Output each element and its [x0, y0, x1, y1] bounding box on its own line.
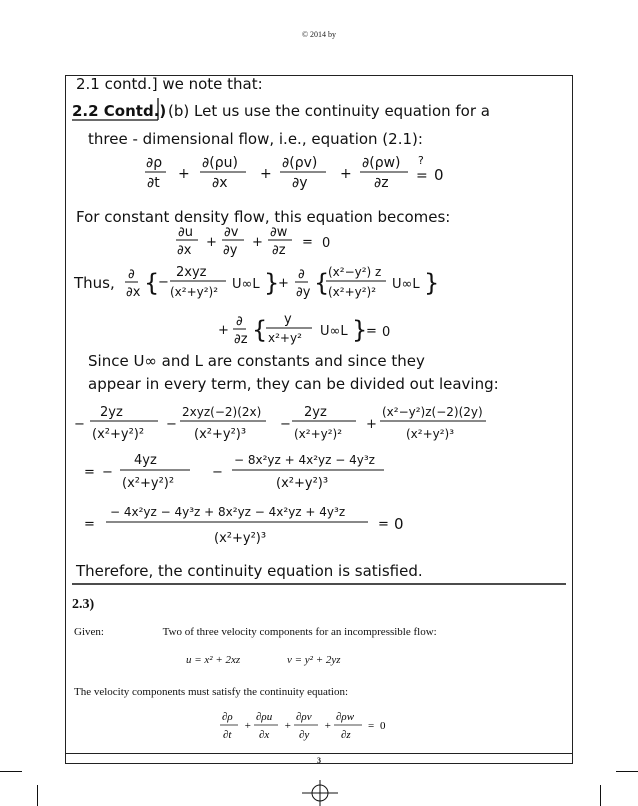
svg-text:+: + [244, 720, 252, 732]
svg-text:2xyz(−2)(2x): 2xyz(−2)(2x) [182, 405, 262, 419]
conclusion-text: Therefore, the continuity equation is satisfied. [76, 562, 423, 580]
svg-text:∂: ∂ [298, 267, 305, 282]
given-label: Given: [74, 626, 104, 638]
svg-text:(x²+y²)³: (x²+y²)³ [406, 427, 455, 441]
velocity-components [186, 654, 385, 666]
v-formula: v = y² + 2yz [286, 654, 341, 666]
cut-off-line: 2.1 contd.] we note that: [76, 76, 263, 93]
copyright-notice: © 2014 by [301, 30, 337, 39]
svg-text:(x²+y²)³: (x²+y²)³ [276, 476, 329, 491]
svg-text:+: + [218, 323, 229, 338]
page-frame [65, 75, 573, 764]
svg-text:+: + [260, 166, 272, 182]
svg-text:∂z: ∂z [272, 243, 286, 258]
svg-text:?: ? [418, 154, 424, 167]
given-statement [74, 626, 437, 638]
svg-text:{: { [144, 269, 160, 297]
svg-text:(x²+y²)²: (x²+y²)² [122, 476, 175, 491]
svg-text:{: { [252, 316, 268, 344]
svg-text:2yz: 2yz [100, 405, 123, 420]
svg-text:(x²+y²)²: (x²+y²)² [294, 427, 343, 441]
svg-text:}: } [352, 316, 368, 344]
svg-text:∂x: ∂x [259, 729, 270, 741]
svg-text:0: 0 [394, 515, 404, 533]
svg-text:0: 0 [382, 325, 391, 340]
svg-text:∂ρv: ∂ρv [296, 711, 312, 723]
text-line-3: For constant density flow, this equation becomes: [76, 208, 451, 226]
svg-text:∂z: ∂z [374, 175, 389, 191]
svg-text:y: y [284, 312, 292, 327]
svg-text:∂w: ∂w [270, 225, 288, 240]
svg-text:∂y: ∂y [292, 175, 308, 191]
svg-text:+: + [366, 417, 377, 432]
svg-text:∂(ρu): ∂(ρu) [202, 155, 238, 171]
svg-text:0: 0 [380, 720, 386, 732]
svg-text:+: + [284, 720, 292, 732]
svg-text:{: { [314, 269, 330, 297]
svg-text:∂(ρw): ∂(ρw) [362, 155, 401, 171]
svg-text:Thus,: Thus, [74, 274, 115, 292]
svg-text:∂u: ∂u [178, 225, 193, 240]
svg-text:∂z: ∂z [341, 729, 351, 741]
svg-text:∂ρw: ∂ρw [336, 711, 355, 723]
svg-text:+: + [252, 235, 263, 250]
svg-text:−: − [74, 417, 85, 432]
svg-text:(x²−y²) z: (x²−y²) z [328, 265, 382, 279]
svg-text:∂y: ∂y [223, 243, 238, 258]
svg-text:+: + [340, 166, 352, 182]
svg-text:(x²+y²)²: (x²+y²)² [92, 427, 145, 442]
equation-expanded [74, 405, 486, 442]
crop-mark-bottom-left [37, 785, 38, 806]
svg-text:∂y: ∂y [296, 285, 311, 300]
continuity-note: The velocity components must satisfy the continuity equation: [74, 686, 349, 698]
svg-text:∂ρu: ∂ρu [256, 711, 273, 723]
svg-text:−: − [158, 275, 169, 290]
problem-label: 2.2 Contd.) [72, 102, 167, 120]
text-line-4: Since U∞ and L are constants and since they [88, 352, 425, 370]
equation-substituted-line-1 [73, 265, 439, 300]
svg-text:∂ρ: ∂ρ [222, 711, 233, 723]
svg-text:− 8x²yz + 4x²yz − 4y³z: − 8x²yz + 4x²yz − 4y³z [234, 453, 375, 467]
svg-text:=: = [366, 324, 377, 339]
svg-text:=: = [378, 517, 389, 532]
svg-text:0: 0 [322, 236, 331, 251]
svg-text:(x²+y²)²: (x²+y²)² [170, 285, 219, 299]
svg-text:+: + [278, 276, 289, 291]
page-number: 3 [317, 756, 321, 765]
svg-text:0: 0 [434, 166, 444, 184]
svg-text:(x²+y²)³: (x²+y²)³ [194, 427, 247, 442]
equation-continuity-general [145, 154, 444, 191]
svg-text:=: = [416, 168, 428, 184]
svg-text:+: + [324, 720, 332, 732]
equation-simplified [84, 453, 384, 491]
svg-text:=: = [84, 465, 95, 480]
svg-text:2xyz: 2xyz [176, 265, 207, 280]
equation-constant-density [176, 225, 330, 258]
text-line-2: three - dimensional flow, i.e., equation (2.1): [88, 130, 423, 148]
svg-text:∂x: ∂x [126, 285, 141, 300]
svg-text:∂t: ∂t [147, 175, 160, 191]
svg-text:=: = [302, 235, 313, 250]
given-text: Two of three velocity components for an incompressible flow: [162, 626, 437, 638]
svg-text:∂t: ∂t [223, 729, 232, 741]
svg-text:=: = [368, 720, 375, 732]
equation-final [84, 505, 404, 546]
svg-text:∂z: ∂z [234, 332, 248, 347]
svg-text:=: = [84, 517, 95, 532]
svg-text:−: − [212, 465, 223, 480]
svg-text:∂v: ∂v [224, 225, 239, 240]
svg-text:(x²+y²)²: (x²+y²)² [328, 285, 377, 299]
text-line-5: appear in every term, they can be divided out leaving: [88, 375, 499, 393]
svg-text:(x²−y²)z(−2)(2y): (x²−y²)z(−2)(2y) [382, 405, 483, 419]
svg-text:4yz: 4yz [134, 453, 157, 468]
svg-text:U∞L: U∞L [320, 324, 348, 339]
svg-text:∂y: ∂y [299, 729, 310, 741]
svg-text:−: − [280, 417, 291, 432]
svg-text:U∞L: U∞L [232, 277, 260, 292]
svg-text:2yz: 2yz [304, 405, 327, 420]
svg-text:}: } [264, 269, 280, 297]
crop-mark-bottom-right [600, 785, 601, 806]
svg-text:−: − [102, 465, 113, 480]
crop-mark-left [0, 771, 22, 772]
svg-text:∂: ∂ [236, 314, 243, 329]
handwritten-solution [66, 76, 574, 596]
registration-mark-icon [302, 780, 338, 806]
svg-text:(x²+y²)³: (x²+y²)³ [214, 531, 267, 546]
u-formula: u = x² + 2xz [186, 654, 241, 666]
footer-rule [66, 753, 572, 754]
svg-text:x²+y²: x²+y² [268, 331, 302, 345]
svg-text:U∞L: U∞L [392, 277, 420, 292]
svg-text:}: } [424, 269, 440, 297]
svg-text:∂x: ∂x [212, 175, 228, 191]
svg-text:−: − [166, 417, 177, 432]
svg-text:∂x: ∂x [177, 243, 192, 258]
svg-text:+: + [206, 235, 217, 250]
svg-text:− 4x²yz − 4y³z + 8x²yz − 4x²yz: − 4x²yz − 4y³z + 8x²yz − 4x²yz + 4y³z [110, 505, 346, 519]
svg-text:∂: ∂ [128, 267, 135, 282]
section-heading: 2.3) [72, 597, 95, 612]
equation-substituted-line-2 [218, 312, 390, 347]
crop-mark-right [616, 771, 638, 772]
continuity-equation [216, 708, 446, 753]
text-line-1: (b) Let us use the continuity equation for a [168, 102, 490, 120]
svg-text:∂(ρv): ∂(ρv) [282, 155, 318, 171]
svg-text:∂ρ: ∂ρ [146, 155, 163, 171]
svg-text:+: + [178, 166, 190, 182]
